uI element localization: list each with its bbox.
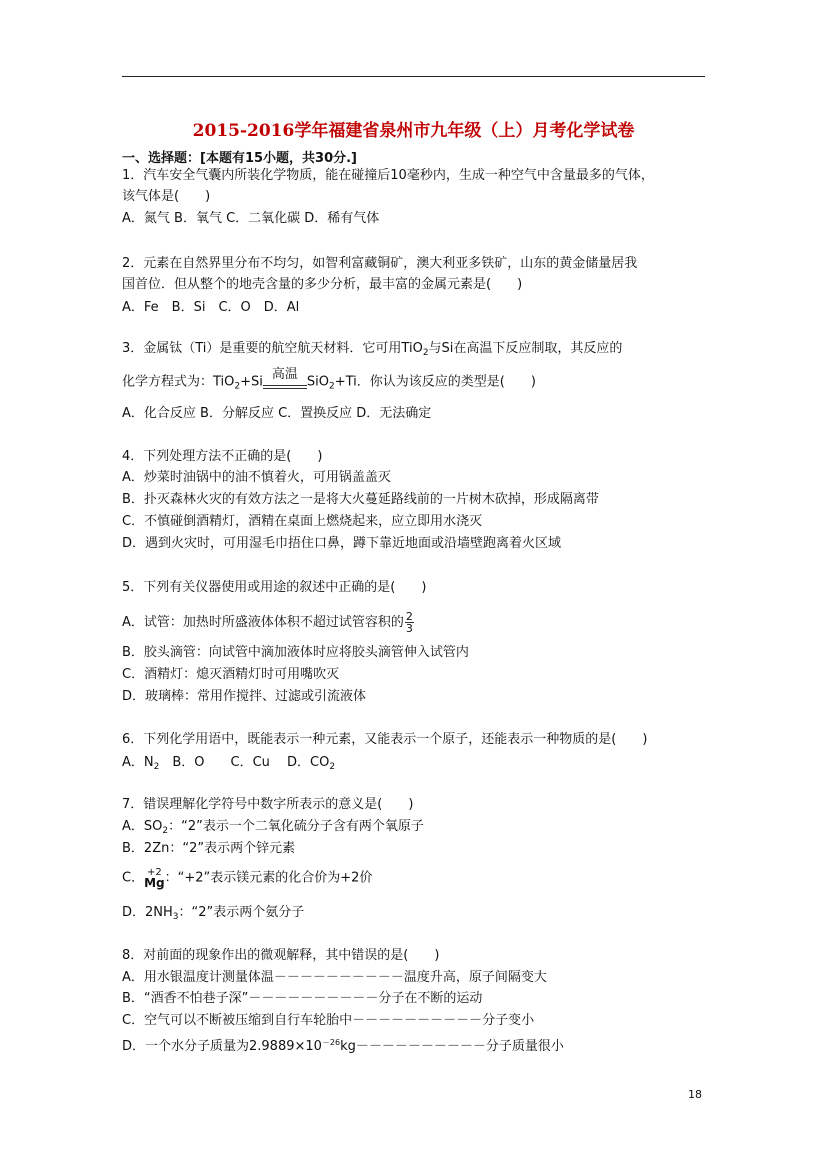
q6-stem: 6．下列化学用语中，既能表示一种元素，又能表示一个原子，还能表示一种物质的是( ): [122, 732, 648, 747]
header-rule: [122, 76, 705, 77]
q2-stem-line2: 国首位．但从整个的地壳含量的多少分析，最丰富的金属元素是( ): [122, 277, 523, 292]
q5-stem: 5．下列有关仪器使用或用途的叙述中正确的是( ): [122, 580, 427, 595]
q8-option-b: B．“酒香不怕巷子深”－－－－－－－－－－分子在不断的运动: [122, 991, 483, 1006]
q2-stem-line1: 2．元素在自然界里分布不均匀，如智利富藏铜矿，澳大利亚多铁矿，山东的黄金储量居我: [122, 256, 638, 271]
q3-stem-line1: 3．金属钛（Ti）是重要的航空航天材料．它可用TiO$_2$与Si在高温下反应制取，其反应的: [122, 341, 623, 358]
section-heading: 一、选择题：[本题有15小题，共30分.]: [122, 151, 358, 166]
valence-symbol: +2 Mg: [144, 867, 165, 890]
q7-stem: 7．错误理解化学符号中数字所表示的意义是( ): [122, 797, 414, 812]
q8-option-c: C．空气可以不断被压缩到自行车轮胎中－－－－－－－－－－分子变小: [122, 1013, 535, 1028]
q8-option-a: A．用水银温度计测量体温－－－－－－－－－－温度升高，原子间隔变大: [122, 970, 547, 985]
q4-stem: 4．下列处理方法不正确的是( ): [122, 449, 323, 464]
q5-option-d: D．玻璃棒：常用作搅拌、过滤或引流液体: [122, 689, 367, 704]
q4-option-a: A．炒菜时油锅中的油不慎着火，可用锅盖盖灭: [122, 470, 391, 485]
q5-option-c: C．酒精灯：熄灭酒精灯时可用嘴吹灭: [122, 667, 340, 682]
fraction: $\frac{2}{3}$: [405, 610, 413, 635]
q6-options: A．$N_2$ B．O C．Cu D．$CO_2$: [122, 755, 336, 772]
q8-option-d: D．一个水分子质量为$2.9889\times 10^{-26}kg----------$分子质量很小: [122, 1038, 564, 1054]
page-number: 18: [688, 1088, 702, 1101]
q1-options: A．氮气 B．氧气 C．二氧化碳 D．稀有气体: [122, 211, 380, 226]
q3-equation-line: 化学方程式为：TiO$_2$+Si 高温 SiO$_2$+Ti．你认为该反应的类型是( ): [122, 369, 536, 395]
q4-option-d: D．遇到火灾时，可用湿毛巾捂住口鼻，蹲下靠近地面或沿墙壁跑离着火区域: [122, 536, 562, 551]
page-title: 2015-2016学年福建省泉州市九年级（上）月考化学试卷: [192, 121, 635, 141]
q1-stem-line2: 该气体是( ): [122, 189, 211, 204]
q7-option-c: C． +2 Mg ：“+2”表示镁元素的化合价为+2价: [122, 867, 373, 890]
q1-stem-line1: 1．汽车安全气囊内所装化学物质，能在碰撞后10毫秒内，生成一种空气中含量最多的气体，: [122, 168, 654, 183]
q8-stem: 8．对前面的现象作出的微观解释，其中错误的是( ): [122, 948, 440, 963]
q4-option-c: C．不慎碰倒酒精灯，酒精在桌面上燃烧起来，应立即用水浇灭: [122, 514, 483, 529]
q7-option-a: A．$SO_2$：“2”表示一个二氧化硫分子含有两个氧原子: [122, 819, 424, 836]
reaction-condition: 高温: [263, 369, 307, 395]
q5-option-a: A．试管：加热时所盛液体体积不超过试管容积的 $\frac{2}{3}$: [122, 610, 413, 635]
q7-option-b: B．2Zn：“2”表示两个锌元素: [122, 841, 296, 856]
q5-option-b: B．胶头滴管：向试管中滴加液体时应将胶头滴管伸入试管内: [122, 645, 469, 660]
q2-options: A．Fe B．Si C．O D．Al: [122, 300, 300, 315]
q3-options: A．化合反应 B．分解反应 C．置换反应 D．无法确定: [122, 406, 432, 421]
q7-option-d: D．$2NH_3$：“2”表示两个氨分子: [122, 905, 305, 922]
q4-option-b: B．扑灭森林火灾的有效方法之一是将大火蔓延路线前的一片树木砍掉，形成隔离带: [122, 492, 599, 507]
